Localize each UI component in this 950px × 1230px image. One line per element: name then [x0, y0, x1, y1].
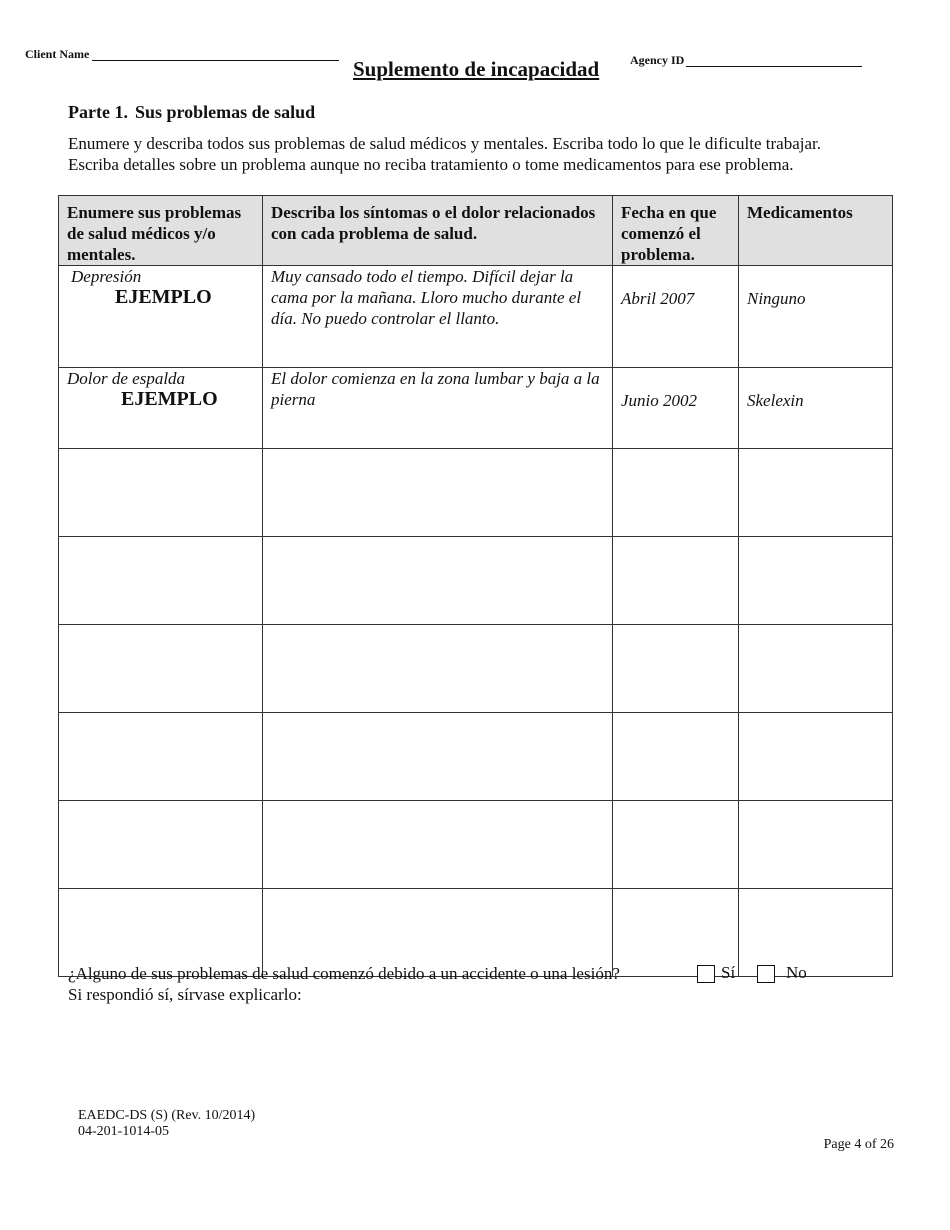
example-problem: Dolor de espalda: [67, 369, 186, 388]
meds-cell[interactable]: [739, 449, 893, 537]
meds-cell[interactable]: [739, 625, 893, 713]
client-name-label: Client Name: [25, 47, 90, 61]
health-problems-table: [58, 195, 893, 977]
table-row: [59, 537, 893, 625]
table-row: [59, 713, 893, 801]
yes-checkbox[interactable]: [697, 965, 715, 983]
date-cell[interactable]: [613, 713, 739, 801]
symptoms-cell[interactable]: [263, 449, 613, 537]
table-row: [59, 449, 893, 537]
symptoms-cell[interactable]: [263, 801, 613, 889]
date-cell[interactable]: [613, 889, 739, 977]
meds-cell[interactable]: [739, 537, 893, 625]
agency-id-field[interactable]: [686, 66, 862, 67]
table-row: [59, 368, 893, 449]
table-row: [59, 266, 893, 368]
section-number: Parte 1.: [68, 102, 128, 122]
meds-cell[interactable]: [739, 713, 893, 801]
table-row: [59, 801, 893, 889]
example-date: Abril 2007: [613, 266, 739, 368]
example-meds: Ninguno: [739, 266, 893, 368]
instructions: [68, 133, 928, 175]
symptoms-cell[interactable]: [263, 625, 613, 713]
yes-label: Sí: [721, 963, 736, 982]
header-start-date: Fecha en que comenzó el problema.: [613, 196, 739, 266]
date-cell[interactable]: [613, 801, 739, 889]
problem-cell[interactable]: [59, 713, 263, 801]
form-number: 04-201-1014-05: [78, 1124, 169, 1139]
no-label: No: [786, 963, 807, 982]
example-problem-cell: [59, 266, 263, 368]
header-medications: Medicamentos: [739, 196, 893, 266]
example-tag: EJEMPLO: [115, 286, 212, 308]
problem-cell[interactable]: [59, 625, 263, 713]
symptoms-cell[interactable]: [263, 537, 613, 625]
table-row: [59, 625, 893, 713]
date-cell[interactable]: [613, 537, 739, 625]
form-code: EAEDC-DS (S) (Rev. 10/2014): [78, 1108, 256, 1123]
symptoms-cell[interactable]: [263, 713, 613, 801]
example-tag: EJEMPLO: [121, 388, 218, 410]
explain-prompt: Si respondió sí, sírvase explicarlo:: [68, 985, 302, 1004]
instructions-line-1: Enumere y describa todos sus problemas de salud médicos y mentales. Escriba todo lo que le dificulte trabajar.: [68, 134, 821, 153]
instructions-line-2: Escriba detalles sobre un problema aunque no reciba tratamiento o tome medicamentos para ese problema.: [68, 155, 794, 174]
agency-id-label: Agency ID: [630, 53, 685, 67]
section-title-text: Sus problemas de salud: [134, 102, 316, 122]
example-date: Junio 2002: [613, 368, 739, 449]
form-identifier: [78, 1108, 255, 1140]
problem-cell[interactable]: [59, 449, 263, 537]
meds-cell[interactable]: [739, 801, 893, 889]
page-title: Suplemento de incapacidad: [353, 57, 600, 81]
problem-cell[interactable]: [59, 801, 263, 889]
problem-cell[interactable]: [59, 537, 263, 625]
accident-question: ¿Alguno de sus problemas de salud comenzó debido a un accidente o una lesión?: [68, 964, 620, 983]
example-meds: Skelexin: [739, 368, 893, 449]
header-symptoms: Describa los síntomas o el dolor relacionados con cada problema de salud.: [263, 196, 613, 266]
example-problem: Depresión: [71, 267, 142, 286]
no-checkbox[interactable]: [757, 965, 775, 983]
date-cell[interactable]: [613, 625, 739, 713]
section-title: [68, 102, 315, 123]
meds-cell[interactable]: [739, 889, 893, 977]
header-problems: Enumere sus problemas de salud médicos y/o mentales.: [59, 196, 263, 266]
example-problem-cell: [59, 368, 263, 449]
date-cell[interactable]: [613, 449, 739, 537]
example-symptoms: Muy cansado todo el tiempo. Difícil dejar la cama por la mañana. Lloro mucho durante el día. No puedo controlar el llanto.: [263, 266, 613, 368]
table-header-row: [59, 196, 893, 266]
example-symptoms: El dolor comienza en la zona lumbar y baja a la pierna: [263, 368, 613, 449]
client-name-field[interactable]: [92, 60, 339, 61]
page-number: Page 4 of 26: [823, 1137, 894, 1152]
